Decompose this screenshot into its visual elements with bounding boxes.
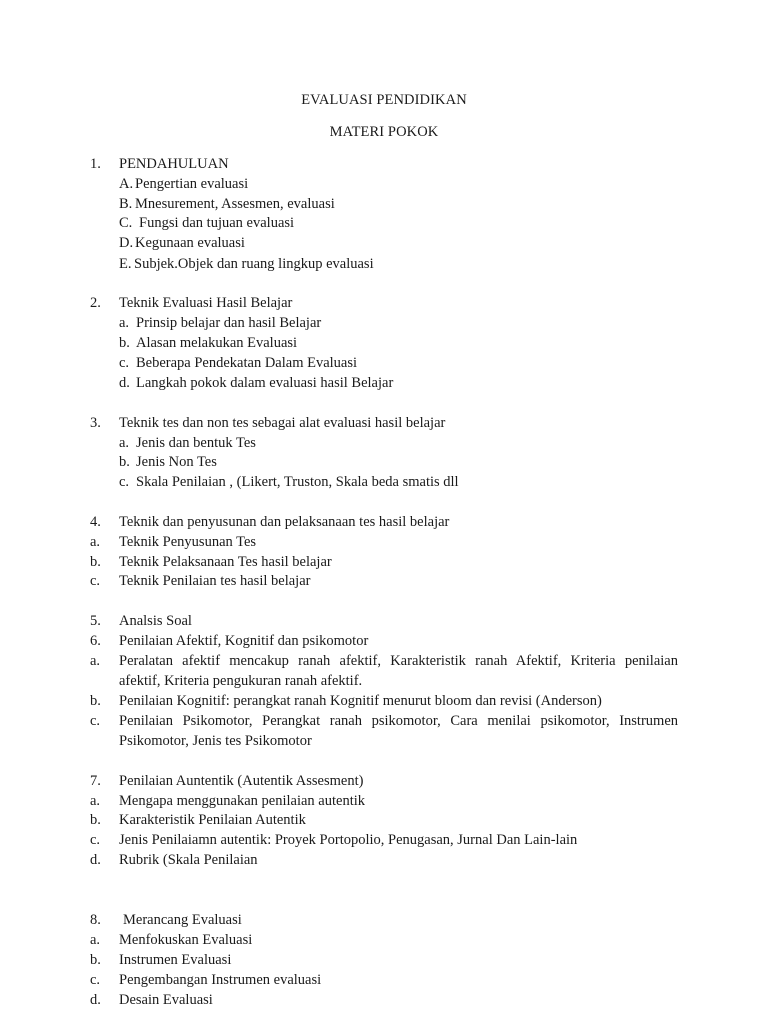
section-heading: PENDAHULUAN [119, 156, 229, 172]
item-label: a. [90, 534, 101, 550]
item-label: A. [119, 176, 134, 192]
item-text: Pengembangan Instrumen evaluasi [119, 972, 322, 988]
item-text: Karakteristik Penilaian Autentik [119, 812, 306, 828]
section-number: 2. [90, 295, 101, 311]
item-text: Skala Penilaian , (Likert, Truston, Skala beda smatis dll [136, 474, 459, 490]
item-text: Beberapa Pendekatan Dalam Evaluasi [136, 355, 358, 371]
item-text-justified: Penilaian Psikomotor, Perangkat ranah psikomotor, Cara menilai psikomotor, Instrumen [119, 713, 678, 729]
section-heading: Analsis Soal [119, 613, 192, 629]
section-heading: Penilaian Auntentik (Autentik Assesment) [119, 773, 364, 789]
section-number: 7. [90, 773, 101, 789]
section-heading: Merancang Evaluasi [123, 912, 242, 928]
item-text: Teknik Penyusunan Tes [119, 534, 257, 550]
item-text-justified: Peralatan afektif mencakup ranah afektif, Karakteristik ranah Afektif, Kriteria penilaian [119, 653, 678, 669]
item-label: a. [90, 932, 101, 948]
section-heading: Teknik tes dan non tes sebagai alat evaluasi hasil belajar [119, 415, 446, 431]
item-text: Pengertian evaluasi [135, 176, 249, 192]
item-label: b. [119, 335, 130, 351]
item-text: Kegunaan evaluasi [135, 235, 245, 251]
item-label: c. [90, 832, 101, 848]
section-number: 5. [90, 613, 101, 629]
item-label: E. [119, 256, 132, 272]
item-text: Instrumen Evaluasi [119, 952, 232, 968]
item-text: Psikomotor, Jenis tes Psikomotor [119, 733, 312, 749]
item-label: b. [90, 554, 101, 570]
item-label: d. [90, 852, 101, 868]
item-label: B. [119, 196, 133, 212]
section-number: 6. [90, 633, 101, 649]
item-text: Mengapa menggunakan penilaian autentik [119, 793, 366, 809]
item-text: Desain Evaluasi [119, 992, 213, 1008]
section-number: 4. [90, 514, 101, 530]
item-label: b. [90, 952, 101, 968]
section-number: 8. [90, 912, 101, 928]
item-label: D. [119, 235, 134, 251]
item-label: d. [90, 992, 101, 1008]
item-text: Teknik Pelaksanaan Tes hasil belajar [119, 554, 332, 570]
item-label: C. [119, 215, 133, 231]
item-text: Penilaian Kognitif: perangkat ranah Kognitif menurut bloom dan revisi (Anderson) [119, 693, 602, 709]
item-text: Mnesurement, Assesmen, evaluasi [135, 196, 335, 212]
item-label: c. [90, 972, 101, 988]
section-heading: Teknik dan penyusunan dan pelaksanaan tes hasil belajar [119, 514, 450, 530]
item-label: d. [119, 375, 130, 391]
item-text: Prinsip belajar dan hasil Belajar [136, 315, 322, 331]
section-number: 1. [90, 156, 101, 172]
item-text: afektif, Kriteria pengukuran ranah afektif. [119, 673, 363, 689]
item-label: b. [90, 812, 101, 828]
item-label: c. [90, 713, 101, 729]
item-label: c. [119, 355, 130, 371]
item-text: Subjek.Objek dan ruang lingkup evaluasi [134, 256, 374, 272]
item-text: Langkah pokok dalam evaluasi hasil Belajar [136, 375, 394, 391]
section-heading: Penilaian Afektif, Kognitif dan psikomotor [119, 633, 369, 649]
item-text: Jenis Non Tes [136, 454, 217, 470]
item-label: b. [90, 693, 101, 709]
item-text: Rubrik (Skala Penilaian [119, 852, 258, 868]
item-label: a. [119, 315, 130, 331]
item-label: a. [119, 435, 130, 451]
section-heading: Teknik Evaluasi Hasil Belajar [119, 295, 293, 311]
item-text: Menfokuskan Evaluasi [119, 932, 253, 948]
item-label: b. [119, 454, 130, 470]
document-title: EVALUASI PENDIDIKAN [301, 92, 467, 108]
section-number: 3. [90, 415, 101, 431]
item-label: c. [90, 573, 101, 589]
item-text: Teknik Penilaian tes hasil belajar [119, 573, 311, 589]
item-text: Fungsi dan tujuan evaluasi [139, 215, 295, 231]
document-subtitle: MATERI POKOK [329, 124, 439, 140]
item-text: Jenis dan bentuk Tes [136, 435, 256, 451]
item-label: c. [119, 474, 130, 490]
item-label: a. [90, 793, 101, 809]
item-text: Alasan melakukan Evaluasi [136, 335, 298, 351]
item-text: Jenis Penilaiamn autentik: Proyek Portopolio, Penugasan, Jurnal Dan Lain-lain [119, 832, 578, 848]
item-label: a. [90, 653, 101, 669]
